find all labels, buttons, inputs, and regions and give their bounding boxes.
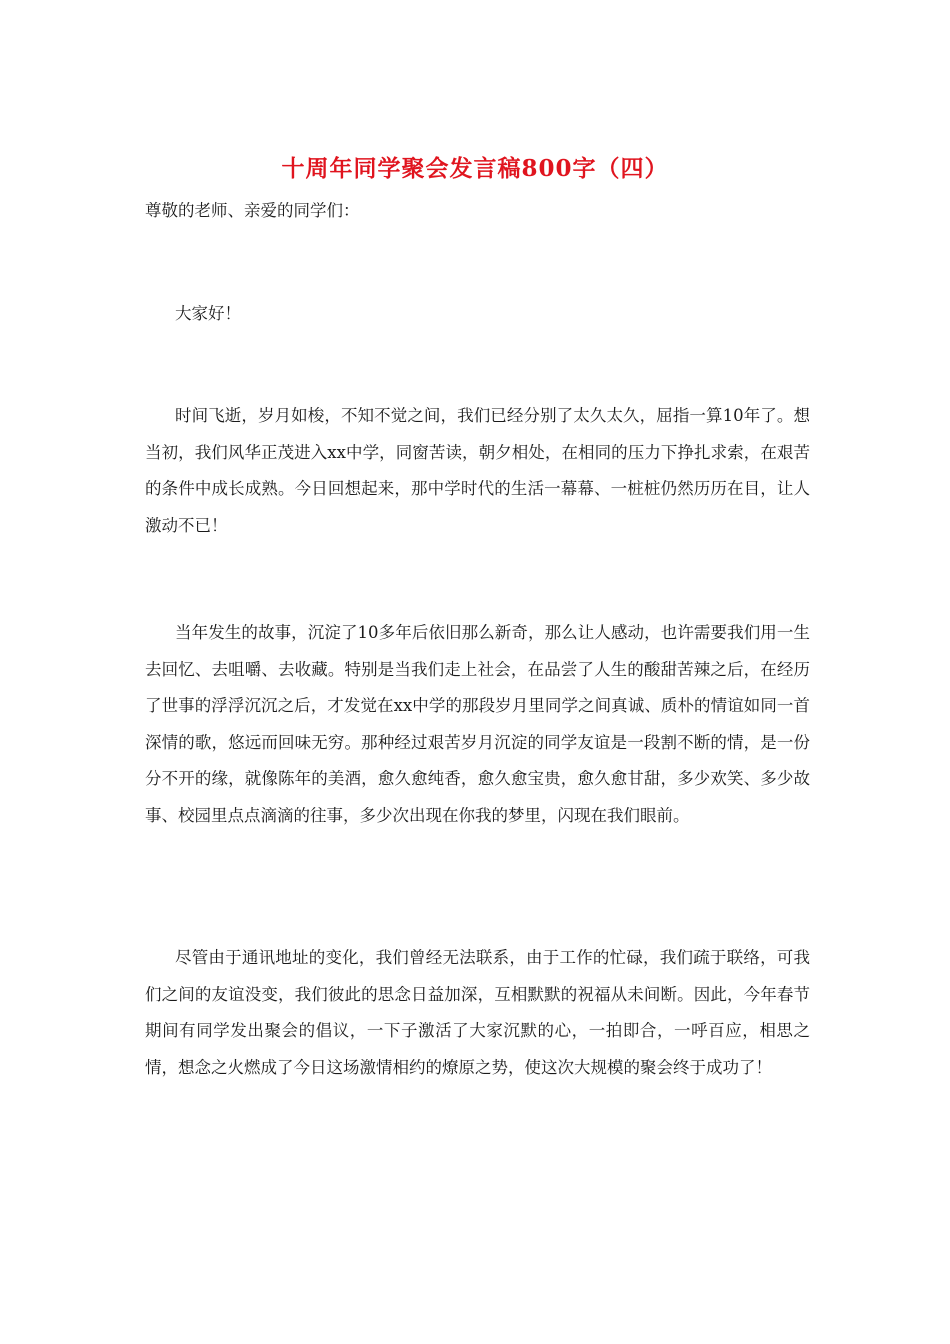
document-title: 十周年同学聚会发言稿800字（四） [281,155,669,182]
body-paragraph-1: 时间飞逝，岁月如梭，不知不觉之间，我们已经分别了太久太久，屈指一算10年了。想当初，我们风华正茂进入xx中学，同窗苦读，朝夕相处，在相同的压力下挣扎求索，在艰苦的条件中成长成熟。今日回想起来，那中学时代的生活一幕幕、一桩桩仍然历历在目，让人激动不已！ [145,406,810,535]
body-paragraph-2: 当年发生的故事，沉淀了10多年后依旧那么新奇，那么让人感动，也许需要我们用一生去回忆、去咀嚼、去收藏。特别是当我们走上社会，在品尝了人生的酸甜苦辣之后，在经历了世事的浮浮沉沉之后，才发觉在xx中学的那段岁月里同学之间真诚、质朴的情谊如同一首深情的歌，悠远而回味无穷。那种经过艰苦岁月沉淀的同学友谊是一段割不断的情，是一份分不开的缘，就像陈年的美酒，愈久愈纯香，愈久愈宝贵，愈久愈甘甜，多少欢笑、多少故事、校园里点点滴滴的往事，多少次出现在你我的梦里，闪现在我们眼前。 [145,623,810,825]
salutation: 尊敬的老师、亲爱的同学们： [145,201,360,220]
greeting-paragraph: 大家好！ [175,304,241,323]
body-paragraph-3: 尽管由于通讯地址的变化，我们曾经无法联系，由于工作的忙碌，我们疏于联络，可我们之间的友谊没变，我们彼此的思念日益加深，互相默默的祝福从未间断。因此，今年春节期间有同学发出聚会的倡议，一下子激活了大家沉默的心，一拍即合，一呼百应，相思之情，想念之火燃成了今日这场激情相约的燎原之势，使这次大规模的聚会终于成功了！ [145,948,810,1077]
